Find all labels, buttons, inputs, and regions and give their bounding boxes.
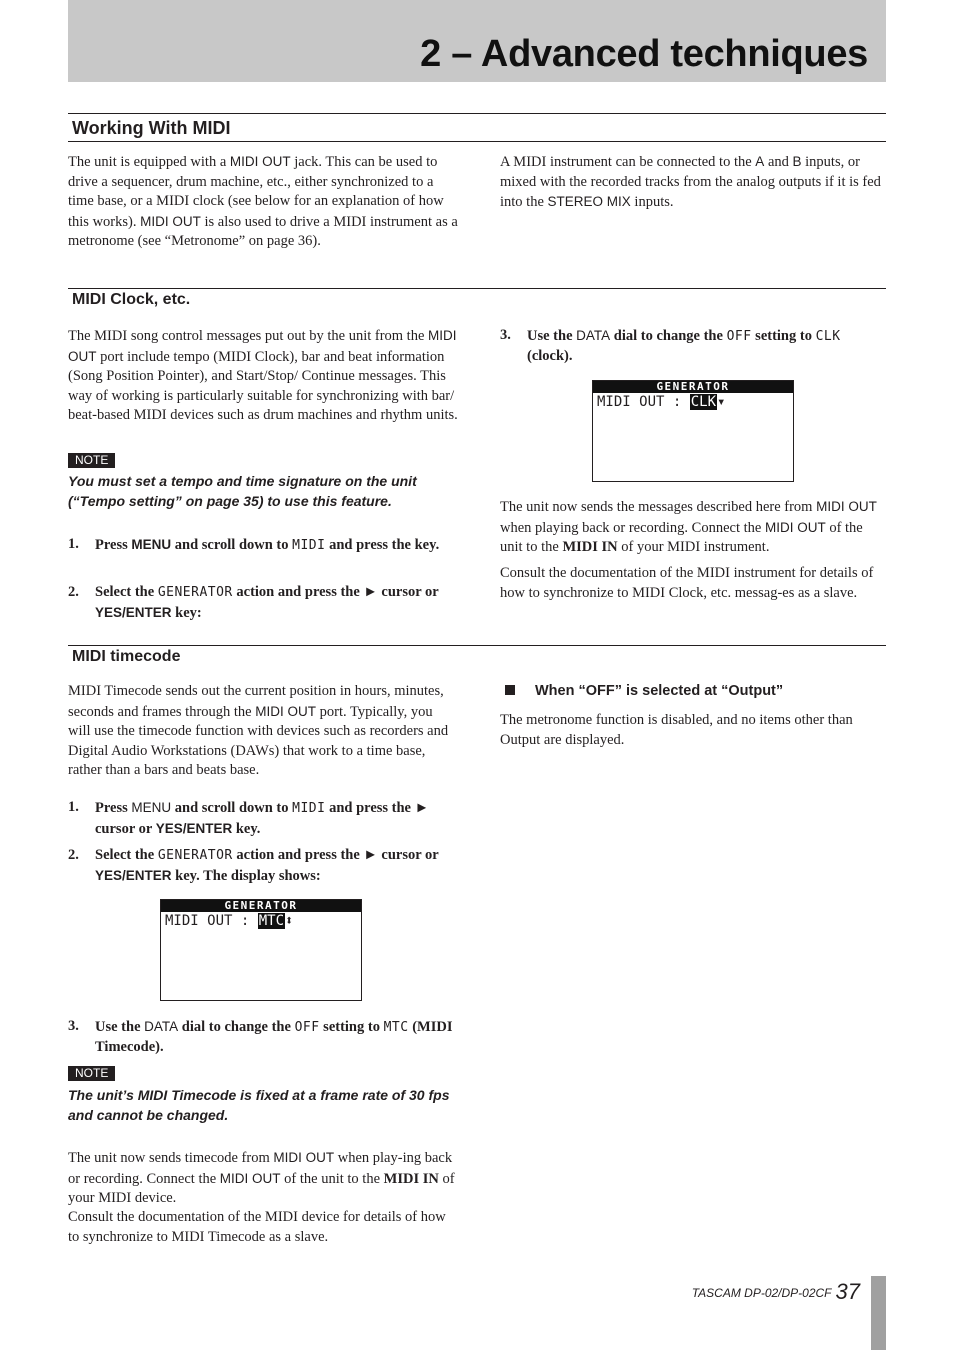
page-number: 37 (835, 1279, 860, 1304)
step-clock-3: 3. Use the DATA dial to change the OFF setting to CLK (clock). (500, 327, 841, 364)
footer-brand: TASCAM DP-02/DP-02CF (691, 1286, 832, 1300)
section-rule (68, 141, 886, 142)
section-rule (68, 645, 886, 646)
lcd-selected-value: CLK (690, 394, 717, 410)
paragraph-timecode-after: The unit now sends timecode from MIDI OUT when play-ing back or recording. Connect the MIDI OUT of the unit to the MIDI IN of your MIDI device. (68, 1150, 455, 1206)
chapter-banner (68, 0, 886, 82)
note-text-tempo: You must set a tempo and time signature on the unit (“Tempo setting” on page 35) to use this feature. (68, 473, 417, 509)
page-edge-tab (871, 1276, 886, 1350)
dropdown-arrow-icon: ▾ (717, 394, 726, 410)
lcd-display-mtc (160, 899, 362, 1001)
lcd-title-bar: GENERATOR (593, 381, 793, 393)
paragraph-clock-intro: The MIDI song control messages put out by the unit from the MIDI OUT port include tempo (MIDI Clock), bar and beat information (Song Position Pointer), and Start/Stop/ Continue messages. This way of working is particularly suitable for synchronizing with bar/ beat-based MIDI devices such as drum machines and rhythm units. (68, 328, 458, 423)
paragraph-working-intro: The unit is equipped with a MIDI OUT jack. This can be used to drive a sequencer, drum machine, etc., either synchronized to a time base, or a MIDI clock (see below for an explanation of how this works). MIDI OUT is also used to drive a MIDI instrument as a metronome (see “Metronome” on page 36). (68, 154, 458, 249)
paragraph-clock-after: The unit now sends the messages described here from MIDI OUT when playing back or recording. Connect the MIDI OUT of the unit to the MIDI IN of your MIDI instrument. (500, 499, 877, 555)
subheading-off-output: When “OFF” is selected at “Output” (505, 682, 783, 700)
section-rule (68, 113, 886, 114)
step-timecode-1: 1. Press MENU and scroll down to MIDI and press the ► cursor or YES/ENTER key. (68, 799, 429, 837)
paragraph-working-inputs: A MIDI instrument can be connected to the A and B inputs, or mixed with the recorded tracks from the analog outputs if it is fed into the STEREO MIX inputs. (500, 154, 881, 210)
step-clock-2: 2. Select the GENERATOR action and press the ► cursor or YES/ENTER key: (68, 584, 439, 621)
paragraph-timecode-consult: Consult the documentation of the MIDI device for details of how to synchronize to MIDI Timecode as a slave. (68, 1209, 446, 1245)
up-down-arrow-icon: ⬍ (285, 913, 294, 929)
lcd-row: MIDI OUT : CLK▾ (597, 394, 726, 410)
paragraph-timecode-intro: MIDI Timecode sends out the current position in hours, minutes, seconds and frames through the MIDI OUT port. Typically, you will use the timecode function with devices such as recorders and Digital Audio Workstations (DAWs) that work to a time base, rather than a bars and beats base. (68, 683, 449, 778)
note-badge: NOTE (68, 1066, 115, 1081)
page-footer (692, 1279, 860, 1305)
paragraph-clock-consult: Consult the documentation of the MIDI instrument for details of how to synchronize to MIDI Clock, etc. messag-es as a slave. (500, 565, 874, 601)
section-rule (68, 288, 886, 289)
section-heading-midi-clock: MIDI Clock, etc. (72, 291, 191, 308)
step-timecode-3: 3. Use the DATA dial to change the OFF setting to MTC (MIDI Timecode). (68, 1018, 453, 1055)
note-badge: NOTE (68, 453, 115, 468)
step-timecode-2: 2. Select the GENERATOR action and press the ► cursor or YES/ENTER key. The display shows: (68, 847, 439, 884)
section-heading-midi-timecode: MIDI timecode (72, 648, 181, 665)
paragraph-off-output: The metronome function is disabled, and no items other than Output are displayed. (500, 712, 853, 748)
section-heading-working-with-midi: Working With MIDI (72, 118, 231, 138)
note-text-frame-rate: The unit’s MIDI Timecode is fixed at a frame rate of 30 fps and cannot be changed. (68, 1087, 450, 1123)
step-clock-1: 1. Press MENU and scroll down to MIDI and press the key. (68, 536, 440, 553)
square-bullet-icon (505, 685, 515, 695)
lcd-display-clk (592, 380, 794, 482)
chapter-title: 2 – Advanced techniques (420, 33, 868, 75)
lcd-row: MIDI OUT : MTC⬍ (165, 913, 294, 929)
lcd-selected-value: MTC (258, 913, 285, 929)
lcd-title-bar: GENERATOR (161, 900, 361, 912)
